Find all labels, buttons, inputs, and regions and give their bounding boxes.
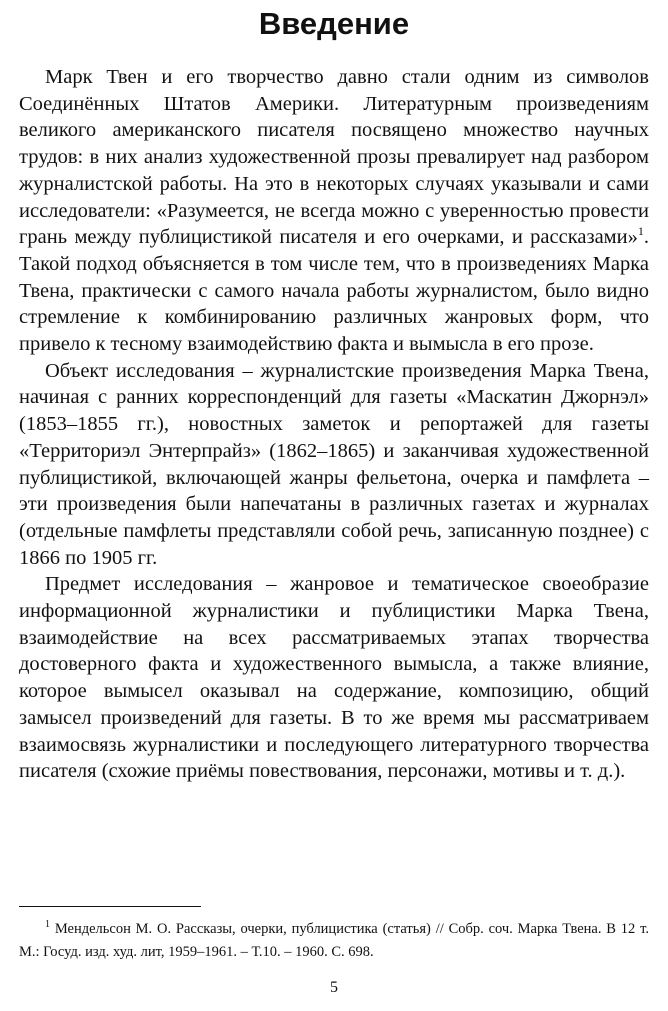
- footnote-divider: [19, 906, 201, 907]
- paragraph-intro-text-start: Марк Твен и его творчество давно стали одним из символов Соединённых Штатов Америки. Литературным произведениям великого американского писателя посвящено множество научных трудов: в них анализ художественной прозы превалирует над разбором журналистской работы. На это в некоторых случаях указывали и сами исследователи: «Разумеется, не всегда можно с уверенностью провести грань между публицистикой писателя и его очерками, и рассказами»: [19, 66, 649, 249]
- footnote-text: Мендельсон М. О. Рассказы, очерки, публицистика (статья) // Собр. соч. Марка Твена. В 12 т. М.: Госуд. изд. худ. лит, 1959–1961. – Т.10. – 1960. С. 698.: [19, 921, 649, 960]
- paragraph-object-of-study: Объект исследования – журналистские произведения Марка Твена, начиная с ранних корреспонденций для газеты «Маскатин Джорнэл» (1853–1855 гг.), новостных заметок и репортажей для газеты «Территориэл Энтерпрайз» (1862–1865) и заканчивая художественной публицистикой, включающей жанры фельетона, очерка и памфлета – эти произведения были напечатаны в различных газетах и журналах (отдельные памфлеты представляли собой речь, записанную позднее) с 1866 по 1905 гг.: [19, 359, 649, 569]
- footnote-number: 1: [45, 919, 50, 931]
- footnote: [19, 918, 649, 964]
- body-text: [19, 64, 649, 785]
- paragraph-subject-of-study: Предмет исследования – жанровое и тематическое своеобразие информационной журналистики и публицистики Марка Твена, взаимодействие на всех рассматриваемых этапах творчества достоверного факта и художественного вымысла, а также влияние, которое вымысел оказывал на содержание, композицию, общий замысел произведений для газеты. В то же время мы рассматриваем взаимосвязь журналистики и последующего литературного творчества писателя (схожие приёмы повествования, персонажи, мотивы и т. д.).: [19, 573, 649, 783]
- paragraph-intro-text-end: . Такой подход объясняется в том числе тем, что в произведениях Марка Твена, практически с самого начала работы журналистом, было видно стремление к комбинированию различных жанровых форм, что привело к тесному взаимодействию факта и вымысла в его прозе.: [19, 226, 649, 356]
- page-title: Введение: [258, 6, 410, 41]
- footnote-reference[interactable]: 1: [637, 224, 644, 239]
- paragraph-intro: [19, 64, 649, 358]
- page-number: 5: [330, 979, 338, 996]
